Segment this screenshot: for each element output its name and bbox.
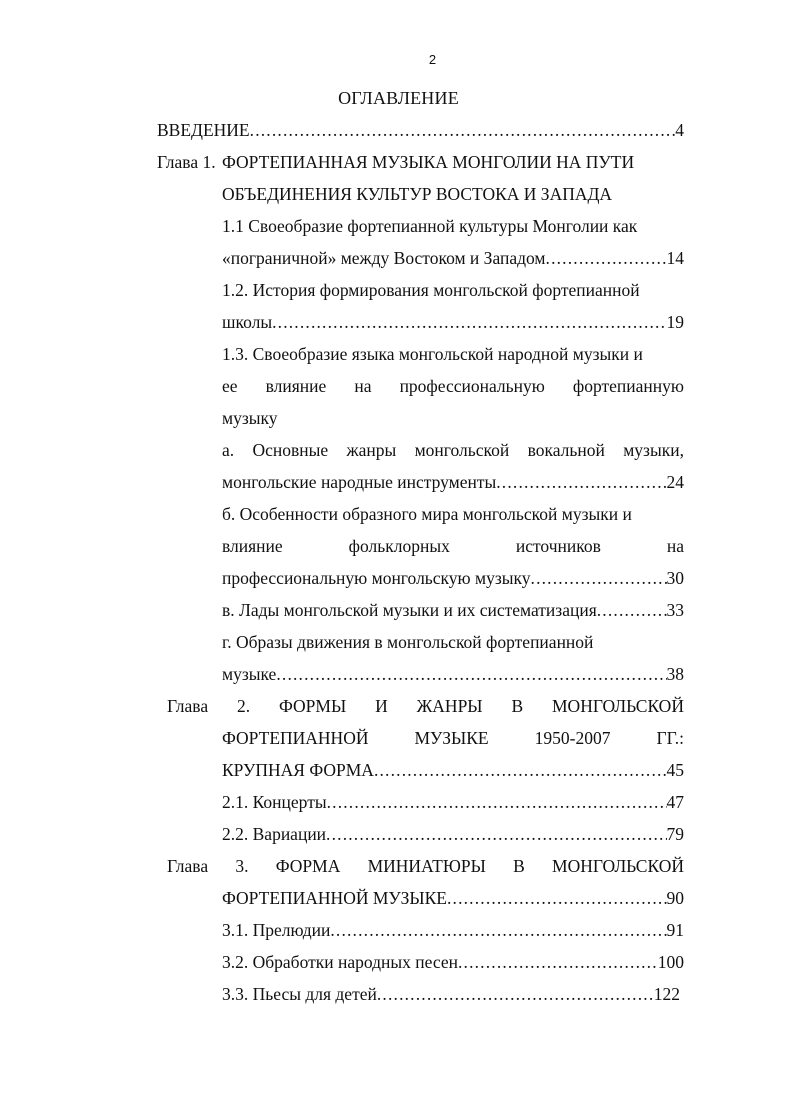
toc-entry-text: КРУПНАЯ ФОРМА xyxy=(222,760,374,780)
section-1-3-line-3[interactable]: музыку xyxy=(222,408,278,428)
toc-entry-subsection-b[interactable] xyxy=(222,565,684,591)
word: ее xyxy=(222,376,238,396)
chapter-2-title-line-2[interactable] xyxy=(222,725,684,751)
leader-dots xyxy=(326,821,666,847)
toc-entry-text: 2.2. Вариации xyxy=(222,824,327,844)
toc-entry-section-3-1[interactable] xyxy=(222,917,684,943)
leader-dots xyxy=(276,661,666,687)
word: ГГ.: xyxy=(656,728,684,748)
toc-entry-chapter-2[interactable] xyxy=(222,757,684,783)
toc-entry-text: 3.1. Прелюдии xyxy=(222,920,331,940)
word: Глава xyxy=(167,696,209,716)
word: 3. xyxy=(235,856,249,876)
section-1-3-line-2[interactable] xyxy=(222,373,684,399)
section-1-3-line-1[interactable]: 1.3. Своеобразие языка монгольской народной музыки и xyxy=(222,344,643,364)
toc-entry-text: 3.3. Пьесы для детей xyxy=(222,984,377,1004)
word: на xyxy=(666,536,684,556)
leader-dots xyxy=(447,885,667,911)
page-number: 2 xyxy=(428,52,437,67)
chapter-1-title-line-2[interactable]: ОБЪЕДИНЕНИЯ КУЛЬТУР ВОСТОКА И ЗАПАДА xyxy=(222,184,613,204)
toc-entry-text: музыке xyxy=(222,664,277,684)
leader-dots xyxy=(330,917,666,943)
toc-page-number: 79 xyxy=(666,824,684,844)
toc-entry-chapter-3[interactable] xyxy=(222,885,684,911)
subsection-g-line-1[interactable]: г. Образы движения в монгольской фортепианной xyxy=(222,632,594,652)
word: жанры xyxy=(346,440,397,460)
word: МОНГОЛЬСКОЙ xyxy=(552,696,684,716)
word: монгольской xyxy=(414,440,510,460)
toc-entry-subsection-g[interactable] xyxy=(222,661,684,687)
word: музыки, xyxy=(623,440,684,460)
toc-entry-text: 2.1. Концерты xyxy=(222,792,327,812)
word: ФОРМА xyxy=(275,856,341,876)
word: фольклорных xyxy=(348,536,450,556)
word: а. xyxy=(222,440,235,460)
toc-page-number: 19 xyxy=(666,312,684,332)
toc-entry-section-2-1[interactable] xyxy=(222,789,684,815)
word: Основные xyxy=(252,440,329,460)
subsection-b-line-2[interactable] xyxy=(222,533,684,559)
toc-entry-text: профессиональную монгольскую музыку xyxy=(222,568,531,588)
toc-page-number: 4 xyxy=(675,120,684,140)
toc-page-number: 100 xyxy=(657,952,684,972)
word: Глава xyxy=(167,856,209,876)
subsection-a-line-1[interactable] xyxy=(222,437,684,463)
chapter-1-title-line-1[interactable]: ФОРТЕПИАННАЯ МУЗЫКА МОНГОЛИИ НА ПУТИ xyxy=(222,152,635,172)
word: В xyxy=(513,856,525,876)
word: на xyxy=(354,376,372,396)
leader-dots xyxy=(377,981,654,1007)
toc-page-number: 33 xyxy=(666,600,684,620)
word: ФОРМЫ xyxy=(278,696,347,716)
toc-entry-text: школы xyxy=(222,312,273,332)
toc-page-number: 38 xyxy=(666,664,684,684)
leader-dots xyxy=(546,245,667,271)
word: МУЗЫКЕ xyxy=(414,728,489,748)
toc-title: ОГЛАВЛЕНИЕ xyxy=(338,88,459,108)
toc-entry-section-1-2[interactable] xyxy=(222,309,684,335)
leader-dots xyxy=(327,789,667,815)
toc-page-number: 45 xyxy=(666,760,684,780)
section-1-2-line-1[interactable]: 1.2. История формирования монгольской фортепианной xyxy=(222,280,640,300)
toc-page-number: 91 xyxy=(666,920,684,940)
toc-entry-text: «пограничной» между Востоком и Западом xyxy=(222,248,546,268)
leader-dots xyxy=(250,117,676,143)
toc-page-number: 90 xyxy=(666,888,684,908)
toc-entry-section-1-1[interactable] xyxy=(222,245,684,271)
toc-entry-section-3-2[interactable] xyxy=(222,949,684,975)
word: профессиональную xyxy=(399,376,545,396)
word: МИНИАТЮРЫ xyxy=(367,856,486,876)
word: ФОРТЕПИАННОЙ xyxy=(222,728,369,748)
word: фортепианную xyxy=(572,376,684,396)
section-1-1-line-1[interactable]: 1.1 Своеобразие фортепианной культуры Монголии как xyxy=(222,216,638,236)
toc-page-number: 47 xyxy=(666,792,684,812)
leader-dots xyxy=(272,309,666,335)
leader-dots xyxy=(597,597,667,623)
toc-entry-text: монгольские народные инструменты xyxy=(222,472,497,492)
toc-page-number: 24 xyxy=(666,472,684,492)
word: И xyxy=(375,696,388,716)
toc-entry-subsection-v[interactable] xyxy=(222,597,684,623)
toc-entry-text: ФОРТЕПИАННОЙ МУЗЫКЕ xyxy=(222,888,447,908)
toc-entry-intro[interactable] xyxy=(157,117,684,143)
toc-entry-subsection-a[interactable] xyxy=(222,469,684,495)
chapter-3-title-line-1[interactable] xyxy=(167,853,684,879)
toc-entry-text: в. Лады монгольской музыки и их систематизация xyxy=(222,600,597,620)
leader-dots xyxy=(496,469,666,495)
toc-page-number: 14 xyxy=(666,248,684,268)
word: влияние xyxy=(265,376,327,396)
word: 2. xyxy=(236,696,251,716)
toc-entry-text: ВВЕДЕНИЕ xyxy=(157,120,250,140)
subsection-b-line-1[interactable]: б. Особенности образного мира монгольской музыки и xyxy=(222,504,632,524)
toc-entry-section-3-3[interactable] xyxy=(222,981,680,1007)
word: 1950-2007 xyxy=(534,728,611,748)
toc-page-number: 122 xyxy=(653,984,680,1004)
word: источников xyxy=(515,536,601,556)
toc-entry-text: 3.2. Обработки народных песен xyxy=(222,952,458,972)
word: ЖАНРЫ xyxy=(416,696,483,716)
word: вокальной xyxy=(527,440,605,460)
leader-dots xyxy=(374,757,667,783)
chapter-2-title-line-1[interactable] xyxy=(167,693,684,719)
toc-page-number: 30 xyxy=(666,568,684,588)
chapter-1-label: Глава 1. xyxy=(157,152,216,172)
leader-dots xyxy=(458,949,658,975)
word: В xyxy=(511,696,524,716)
word: влияние xyxy=(222,536,283,556)
word: МОНГОЛЬСКОЙ xyxy=(552,856,684,876)
toc-entry-section-2-2[interactable] xyxy=(222,821,684,847)
leader-dots xyxy=(531,565,667,591)
